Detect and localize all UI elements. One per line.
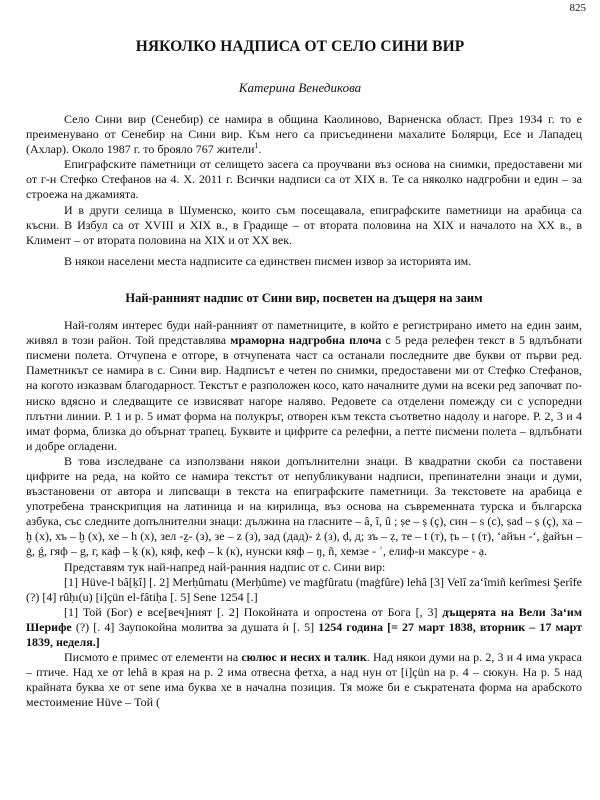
translation-paragraph: [1] Той (Бог) е все[веч]ният [. 2] Покойната и опростена от Бога [, 3] дъщерята на Вели За‘им Шерифе (?) [. 4] Заупокойна молитва за душата ѝ [. 5] 1254 година [= 27 март 1838, вторник – 17 март 1839, неделя.] (26, 604, 582, 649)
intro-paragraph-3: И в други селища в Шуменско, които съм посещавала, епиграфските паметници на арабица са късни. В Избул са от XVIII и XIX в., в Градище – от втората половина на XIX и началото на XX в., в Климент – от втората половина на XIX и от XX век. (26, 202, 582, 247)
page-number: 825 (569, 2, 586, 14)
section-heading: Най-ранният надпис от Сини вир, посветен на дъщеря на заим (125, 290, 483, 305)
emphasis-script-styles: сюлюс и несих и талик (241, 650, 367, 665)
section-paragraph-2: В това изследване са използвани някои допълнителни знаци. В квадратни скоби са поставени цифрите на реда, на който се намира текстът от непубликувани надписи, препинателни знаци и думи, възстановени от автора и липсващи в текста на епиграфските паметници. За текстовете на арабица е употребена транскрипция на латиница и на кирилица, въз основа на съвременната турска и българска азбука, със следните допълнителни знаци: дължина на гласните – â, î, û ; ṣe – ṣ (ç), син – s (c), ṣad – ṣ (ç), ха – ḫ (х), хъ – ḫ (х), хе – h (х), зел -ẕ- (з), зе – z (з), зад (дад)- ż (з), ḍ, д; зъ – ẓ, те – t (т), ṭъ – ṭ (т), ‘айън -‘, ġайън –ġ, ǵ, гяф – g, г, каф – ḳ (к), кяф, кеф – k (к), нунски кяф – ŋ, ñ, хемзе - ʾ, елиф-и максуре - ạ. (26, 453, 582, 559)
section-paragraph-1: Най-голям интерес буди най-ранният от паметниците, в който е регистрирано името на един заим, живял в този район. Той представлява мраморна надгробна плоча с 5 реда релефен текст в 5 вдлъбнати писмени полета. Отчупена е отгоре, в отчупената част са останали последните две букви от първи ред. Паметникът се намира в с. Сини вир. Надписът е четен по снимки, предоставени ми от Стефко Стефанов, на когото изказвам благодарност. Текстът е разположен косо, като началните думи на всеки ред започват по-ниско вдясно и следващите се извисяват нагоре наляво. Редовете са отделени помежду си с успоредни плътни линии. Р. 1 и р. 5 имат форма на полукръг, отворен към текста съответно надолу и нагоре. Р. 2, 3 и 4 имат форма, близка до обърнат трапец. Буквите и цифрите са релефни, а петте писмени полета – вдлъбнати и добре огладени. (26, 318, 583, 453)
emphasis-date: 1254 година [= 27 март 1838, вторник – 17 март 1839, неделя.] (26, 619, 582, 649)
footnote-marker[interactable]: 1 (254, 141, 259, 151)
intro-paragraph-1: Село Сини вир (Сенебир) се намира в община Каолиново, Варненска област. През 1934 г. то е преименувано от Сенебир на Сини вир. Към него са присъединени махалите Болярци, Есе и Лападец (Ахлар). Около 1987 г. то брояло 767 жители$^1$. (26, 112, 582, 157)
article-title: НЯКОЛКО НАДПИСА ОТ СЕЛО СИНИ ВИР (135, 38, 465, 55)
author-name: Катерина Венедикова (238, 80, 362, 95)
intro-paragraph-4: В някои населени места надписите са единствен писмен извор за историята им. (64, 253, 472, 268)
intro-paragraph-2: Епиграфските паметници от селището засега са проучвани въз основа на снимки, предоставени ми от г-н Стефко Стефанов на 4. Х. 2011 г. Всички надписи са от XIX в. Те са няколко надгробни и един – за строежа на джамията. (26, 157, 582, 202)
emphasis-marble-slab: мраморна надгробна плоча (230, 333, 382, 348)
article-body (26, 112, 582, 710)
emphasis-daughter-name: дъщерята на Вели За‘им Шерифе (26, 604, 582, 634)
section-paragraph-5: Писмото е примес от елементи на сюлюс и несих и талик. Над някои думи на р. 2, 3 и 4 има украса – птиче. Над хе от lehâ в края на р. 2 има отвесна фетха, а над нун от [i]çün на р. 4 – сюкун. На р. 5 над крайната буква хе от sene има буква хе в начална позиция. Тя може би е съкратената форма на арабското местоимение Hüve – Той ( (26, 650, 582, 710)
transliteration-paragraph: [1] Hüve-l bâ[ḳî] [. 2] Merḥûmatu (Merḥûme) ve maġfûratu (maġfûre) lehâ [3] Velî za‘îmiñ kerîmesi Şerîfe (?) [4] rûḥı(u) [i]çün el-fâtiḥa [. 5] Sene 1254 [.] (26, 574, 582, 604)
section-paragraph-3: Представям тук най-напред най-ранния надпис от с. Сини вир: (64, 559, 386, 574)
